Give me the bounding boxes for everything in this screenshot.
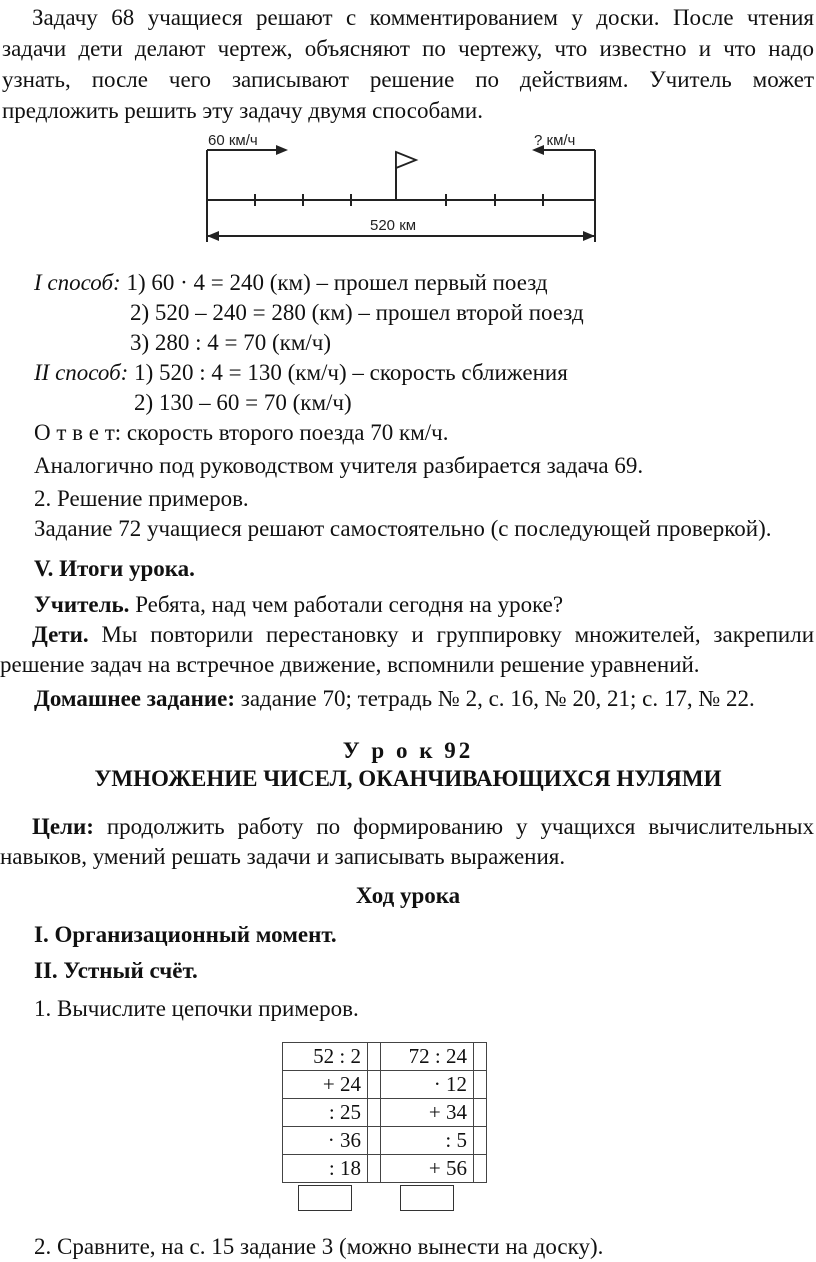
goals-paragraph — [0, 812, 814, 872]
motion-diagram — [190, 128, 610, 250]
method1-label: I способ: — [34, 270, 121, 295]
answer-line — [34, 418, 448, 448]
method1-step2: 2) 520 – 240 = 280 (км) – прошел второй поезд — [130, 300, 584, 325]
section2-heading: II. Устный счёт. — [34, 958, 198, 983]
answer-label: О т в е т: — [34, 420, 122, 445]
examples-line: 2. Решение примеров. — [34, 486, 249, 511]
method1-step3: 3) 280 : 4 = 70 (км/ч) — [130, 330, 332, 355]
lesson-number: У р о к 92 — [342, 738, 474, 763]
course-heading: Ход урока — [355, 883, 461, 908]
chain1-cell: + 24 — [283, 1071, 368, 1099]
table-row — [283, 1071, 487, 1099]
chain2-cell: : 5 — [381, 1127, 474, 1155]
meeting-flag-icon — [396, 152, 416, 168]
intro-paragraph: Задачу 68 учащиеся решают с комментированием у доски. После чтения задачи дети делают чертеж, объясняют по чертежу, что известно и что надо узнать, после чего записывают решение по действиям. Учитель может предложить решить эту задачу двумя способами. — [2, 5, 814, 123]
teacher-line — [34, 590, 563, 620]
right-speed-label: ? км/ч — [534, 132, 576, 149]
chain-examples-table — [282, 1042, 546, 1218]
teacher-text: Ребята, над чем работали сегодня на уроке? — [135, 592, 564, 617]
summary-heading: V. Итоги урока. — [34, 556, 195, 581]
table-row — [283, 1155, 487, 1183]
chain2-cell: + 34 — [381, 1099, 474, 1127]
goals-label: Цели: — [32, 814, 94, 839]
goals-text: продолжить работу по формированию у учащихся вычислительных навыков, умений решать задачи и записывать выражения. — [0, 814, 814, 869]
chain2-cell: · 12 — [381, 1071, 474, 1099]
lesson-title: УМНОЖЕНИЕ ЧИСЕЛ, ОКАНЧИВАЮЩИХСЯ НУЛЯМИ — [94, 766, 722, 791]
chain2-cell: 72 : 24 — [381, 1043, 474, 1071]
answer-box — [298, 1185, 352, 1211]
table-row — [283, 1043, 487, 1071]
homework-label: Домашнее задание: — [34, 686, 235, 711]
children-paragraph — [0, 620, 814, 680]
children-label: Дети. — [32, 622, 89, 647]
section1-heading: I. Организационный момент. — [34, 922, 337, 947]
similar-task-line: Аналогично под руководством учителя разбирается задача 69. — [34, 453, 644, 478]
chain1-cell: · 36 — [283, 1127, 368, 1155]
task72-line: Задание 72 учащиеся решают самостоятельно (с последующей проверкой). — [34, 516, 772, 541]
teacher-label: Учитель. — [34, 592, 130, 617]
children-text: Мы повторили перестановку и группировку множителей, закрепили решение задач на встречное движение, вспомнили решение уравнений. — [0, 622, 815, 677]
answer-text: скорость второго поезда 70 км/ч. — [126, 420, 449, 445]
homework-text: задание 70; тетрадь № 2, с. 16, № 20, 21; с. 17, № 22. — [240, 686, 755, 711]
chain1-cell: : 18 — [283, 1155, 368, 1183]
chain1-cell: 52 : 2 — [283, 1043, 368, 1071]
item2-line: 2. Сравните, на с. 15 задание 3 (можно вынести на доску). — [34, 1234, 604, 1259]
method2-label: II способ: — [34, 360, 129, 385]
method1-line1 — [34, 268, 548, 298]
chain2-cell: + 56 — [381, 1155, 474, 1183]
distance-label: 520 км — [370, 217, 417, 234]
method2-step2: 2) 130 – 60 = 70 (км/ч) — [134, 390, 352, 415]
table-row — [283, 1099, 487, 1127]
homework-line — [34, 684, 755, 714]
method2-line1 — [34, 358, 568, 388]
method1-step1: 1) 60 · 4 = 240 (км) – прошел первый поезд — [126, 270, 548, 295]
method2-step1: 1) 520 : 4 = 130 (км/ч) – скорость сближения — [134, 360, 568, 385]
left-speed-label: 60 км/ч — [208, 132, 258, 149]
item1-line: 1. Вычислите цепочки примеров. — [34, 996, 359, 1021]
answer-box — [400, 1185, 454, 1211]
chain1-cell: : 25 — [283, 1099, 368, 1127]
answer-row — [283, 1183, 487, 1212]
table-row — [283, 1127, 487, 1155]
